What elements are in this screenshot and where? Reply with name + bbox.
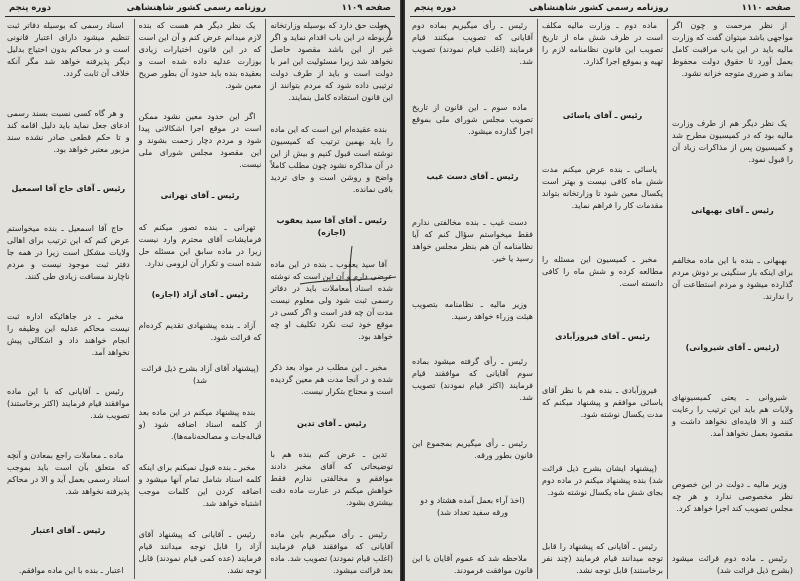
text-column-right [667, 19, 797, 579]
paragraph: مخبر ـ بنده قبول نمیکنم برای اینکه کلمه اسناد شامل تمام آنها میشود و اضافه کردن این کلمات موجب اشتباه خواهد شد. [138, 462, 262, 508]
paragraph: شیروانی ـ یعنی کمیسیونهای ولایات هم باید این ترتیب را رعایت کنند و الا فایده‌ای نخواهد داشت و مقصود بعمل نخواهد آمد. [672, 393, 793, 439]
column-group [3, 19, 397, 579]
paragraph: حاج آقا اسمعیل ـ بنده میخواستم عرض کنم که این ترتیب برای اهالی ولایات مشکل است زیرا در همه جا دفتر ثبت موجود نیست و مردم ناچارند مسافت زیادی طی کنند. [6, 223, 130, 281]
speaker-heading: رئیس ـ آقای بهبهانی [691, 205, 774, 215]
paragraph: دست غیب ـ بنده مخالفتی ندارم فقط میخواستم سؤال کنم که آیا نظامنامه آن هم بنظر مجلس خواهد رسید یا خیر. [412, 217, 533, 263]
page-number: صفحه ۱۱۱۰ [741, 3, 791, 13]
header-rule [5, 16, 395, 17]
speaker-heading: رئیس ـ آقای حاج آقا اسمعیل [11, 184, 126, 194]
paragraph: تدین ـ عرض کنم بنده هم با توضیحاتی که آقای مخبر دادند موافقم و مخالفتی ندارم فقط خواهش میکنم در عبارت ماده دقت بیشتری بشود. [270, 450, 393, 508]
speaker-heading: رئیس ـ آقای اعتبار [31, 526, 106, 536]
paragraph: آقا سید یعقوب ـ بنده در این ماده عرضی دارم و آن این است که نوشته شده اسناد معاملات باید در دفاتر رسمی ثبت شود ولی معلوم نیست مدت آن چه قدر است و اگر کسی در موقع خود ثبت نکرد تکلیف او چه خواهد بود. [270, 259, 393, 341]
text-column-middle [537, 19, 667, 579]
paragraph: اگر این حدود معین نشود ممکن است در موقع اجرا اشکالاتی پیدا شود و مردم دچار زحمت بشوند و این مقصود مجلس شورای ملی نیست. [138, 112, 262, 170]
paragraph: ماده سوم ـ این قانون از تاریخ تصویب مجلس شورای ملی بموقع اجرا گذارده میشود. [412, 102, 533, 136]
term-label: دوره پنجم [9, 3, 51, 13]
paragraph: رئیس ـ آقایانی که پیشنهاد را قابل توجه میدانند قیام فرمایند (چند نفر برخاستند) قابل توجه نشد. [542, 541, 663, 575]
text-column-left [408, 19, 537, 579]
speaker-heading: رئیس ـ آقای دست غیب [426, 172, 519, 182]
speaker-heading: رئیس ـ آقای آقا سید یعقوب (اجازه) [276, 216, 387, 238]
paragraph: اسناد رسمی که بوسیله دفاتر ثبت تنظیم میشود دارای اعتبار قانونی است و در محاکم بدون احتیاج بدلیل دیگر پذیرفته خواهد شد مگر آنکه خلاف آن ثابت گردد. [6, 21, 130, 78]
paragraph: وزیر مالیه ـ نظامنامه بتصویب هیئت وزراء خواهد رسید. [412, 299, 533, 321]
page-header [3, 0, 397, 15]
paragraph: بنده عقیده‌ام این است که این ماده را باید بهمین ترتیب که کمیسیون نوشته است قبول کنیم و بیش از این در آن مذاکره نشود چون مطلب کاملاً واضح و روشن است و جای تردید باقی نمانده. [270, 124, 393, 194]
paragraph: رئیس ـ ماده دوم قرائت میشود (بشرح ذیل قرائت شد) [672, 553, 793, 575]
procedural-note: (پیشنهاد آقای آزاد بشرح ذیل قرائت شد) [141, 364, 259, 386]
header-rule [410, 16, 795, 17]
column-group [408, 19, 797, 579]
paragraph: (پیشنهاد ایشان بشرح ذیل قرائت شد) بنده پیشنهاد میکنم در ماده دوم بجای شش ماه یکسال نوشته شود. [542, 464, 663, 498]
paragraph: رئیس ـ رأی میگیریم بماده دوم آقایانی که تصویب میکنند قیام فرمایند (اغلب قیام نمودند) تصویب شد. [412, 21, 533, 66]
paragraph: آزاد ـ بنده پیشنهادی تقدیم کرده‌ام که قرائت شود. [138, 321, 262, 343]
speaker-heading: رئیس ـ آقای تهرانی [160, 191, 240, 201]
newspaper-title: روزنامه رسمی کشور شاهنشاهی [529, 3, 669, 13]
text-column-right [265, 19, 397, 579]
paragraph: بنده پیشنهاد میکنم در این ماده بعد از کلمه اسناد اضافه شود (و قباله‌جات و مصالحه‌نامه‌ها). [138, 407, 262, 441]
speaker-heading: رئیس ـ آقای تدین [296, 418, 367, 428]
paragraph: رئیس ـ آقایانی که پیشنهاد آقای آزاد را قابل توجه میدانند قیام فرمایند (عده کمی قیام نمودند) قابل توجه نشد. [138, 529, 262, 575]
paragraph: مخبر ـ در جاهائیکه اداره ثبت نیست محاکم عدلیه این وظیفه را انجام خواهند داد و اشکالی پیش نخواهد آمد. [6, 311, 130, 357]
paragraph: تهرانی ـ بنده تصور میکنم که فرمایشات آقای محترم وارد نیست زیرا در ماده سابق این مسئله حل شده است و تکرار آن لزومی ندارد. [138, 222, 262, 268]
newspaper-title: روزنامه رسمی کشور شاهنشاهی [126, 3, 266, 13]
paragraph: مخبر ـ کمیسیون این مسئله را مطالعه کرده و شش ماه را کافی دانسته است. [542, 254, 663, 288]
text-column-left [3, 19, 134, 579]
paragraph: فیروزآبادی ـ بنده هم با نظر آقای یاسائی موافقم و پیشنهاد میکنم که مدت یکسال نوشته شود. [542, 386, 663, 420]
paragraph: بهبهانی ـ بنده با این ماده مخالفم برای اینکه بار سنگینی بر دوش مردم گذارده میشود و مردم استطاعت آن را ندارند. [672, 256, 793, 302]
paragraph: وزیر مالیه ـ دولت در این خصوص نظر مخصوصی ندارد و هر چه مجلس تصویب کند اجرا خواهد کرد. [672, 479, 793, 513]
speaker-heading: رئیس ـ آقای آزاد (اجازه) [151, 289, 249, 299]
paragraph: یاسائی ـ بنده عرض میکنم مدت شش ماه کافی نیست و بهتر است یکسال معین شود تا وزارتخانه بتواند مقدمات کار را فراهم نماید. [542, 164, 663, 210]
paragraph: یک نظر دیگر هم هست که بنده لازم میدانم عرض کنم و آن این است که در این قانون اختیارات زیادی بوزارت عدلیه داده شده است و بعقیده بنده باید حدود آن بطور صریح معین شود. [138, 21, 262, 90]
paragraph: از نظر مرحمت و چون اگر مواجهی باشد میتوان گفت که وزارت مالیه باید در این باب مراقبت کامل بعمل آورد تا حقوق دولت محفوظ بماند و ضرری متوجه خزانه نشود. [672, 21, 793, 78]
paragraph: اعتبار ـ بنده با این ماده موافقم. [18, 566, 124, 575]
paragraph: رئیس ـ رأی میگیریم باین ماده آقایانی که موافقند قیام فرمایند (اغلب قیام نمودند) تصویب شد. ماده بعد قرائت میشود. [270, 529, 393, 575]
procedural-note: (اخذ آراء بعمل آمده هشتاد و دو ورقه سفید تعداد شد) [420, 496, 525, 518]
paragraph: ماده ـ معاملات راجع بمعادن و آنچه که متعلق بآن است باید بموجب اسناد رسمی بعمل آید و الا در محاکم پذیرفته نخواهد شد. [6, 450, 130, 496]
paragraph: ملاحظه شد که عموم آقایان با این قانون موافقت فرمودند. [412, 554, 533, 575]
speaker-heading: رئیس ـ آقای فیروزآبادی [555, 332, 650, 342]
paragraph: یک نظر دیگر هم از طرف وزارت مالیه بود که در کمیسیون مطرح شد و کمیسیون پس از مذاکرات زیاد آن را قبول نمود. [672, 119, 793, 165]
page-number: صفحه ۱۱۰۹ [341, 3, 391, 13]
page-header [408, 0, 797, 15]
paragraph: رئیس ـ آقایانی که با این ماده موافقند قیام فرمایند (اکثر برخاستند) تصویب شد. [6, 387, 130, 421]
speaker-heading: (رئیس ـ آقای شیروانی) [685, 342, 780, 352]
paragraph: رئیس ـ رأی میگیریم بمجموع این قانون بطور ورقه. [412, 438, 533, 460]
paragraph: رئیس ـ رأی گرفته میشود بماده سوم آقایانی که موافقند قیام فرمایند (اکثر قیام نمودند) تصویب شد. [412, 357, 533, 403]
paragraph: دولت حق دارد که بوسیله وزارتخانه مربوطه در این باب اقدام نماید و اگر غیر از این باشد مقصود حاصل نخواهد شد زیرا مسئولیت این امر با دولت است و باید از طرف دولت ترتیبی داده شود که مردم بتوانند از این قانون استفاده کامل بنمایند. [270, 21, 393, 102]
term-label: دوره پنجم [414, 3, 456, 13]
paragraph: ماده دوم ـ وزارت مالیه مکلف است در ظرف شش ماه از تاریخ تصویب این قانون نظامنامه لازم را تهیه و بموقع اجرا گذارد. [542, 21, 663, 66]
paragraph: مخبر ـ این مطلب در مواد بعد ذکر شده و در آنجا مدت هم معین گردیده است و محتاج بتکرار نیست. [270, 363, 393, 397]
speaker-heading: رئیس ـ آقای یاسائی [562, 110, 643, 120]
text-column-middle [134, 19, 266, 579]
paragraph: و هر گاه کسی نسبت بسند رسمی ادعای جعل نماید باید دلیل اقامه کند و تا حکم قطعی صادر نشده سند مزبور معتبر خواهد بود. [6, 108, 130, 154]
right-page [405, 0, 800, 581]
